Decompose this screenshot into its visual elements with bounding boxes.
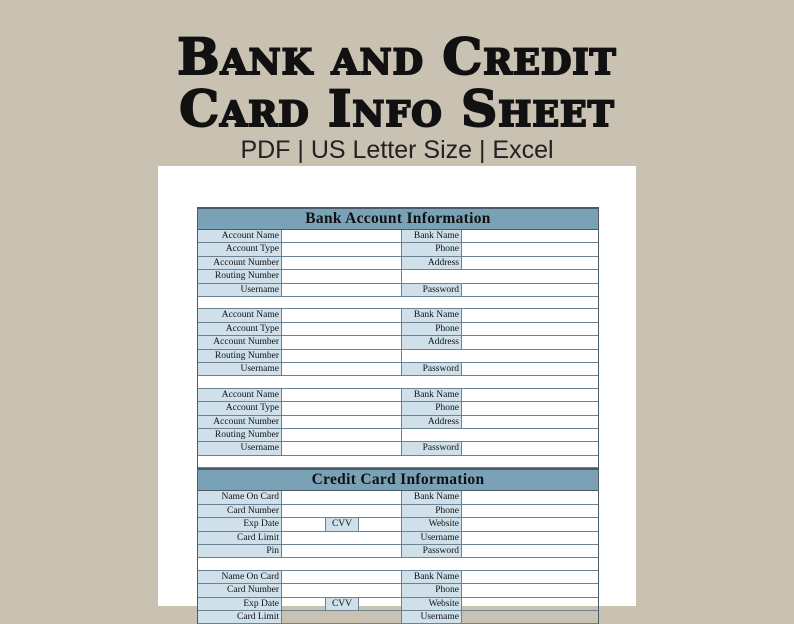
credit-row — [198, 505, 598, 518]
field-label: Account Name — [198, 230, 282, 242]
field-value — [402, 350, 598, 362]
credit-block-1 — [198, 491, 598, 570]
field-label: Bank Name — [402, 389, 462, 401]
field-label: Password — [402, 363, 462, 375]
field-label: Address — [402, 257, 462, 269]
field-value — [282, 389, 402, 401]
field-value — [282, 429, 402, 441]
field-value — [282, 505, 402, 517]
field-value — [462, 505, 598, 517]
field-value — [462, 442, 598, 454]
bank-row — [198, 257, 598, 270]
bank-row — [198, 429, 598, 442]
field-value — [282, 532, 402, 544]
field-value — [402, 429, 598, 441]
bank-row — [198, 270, 598, 283]
field-value — [282, 350, 402, 362]
field-label: Password — [402, 284, 462, 296]
field-label: Address — [402, 416, 462, 428]
field-value — [462, 243, 598, 255]
field-label: Website — [402, 518, 462, 530]
field-value — [462, 518, 598, 530]
field-value — [282, 402, 402, 414]
field-label: CVV — [326, 598, 359, 610]
credit-row — [198, 518, 598, 531]
field-label: Username — [198, 363, 282, 375]
field-value — [282, 545, 402, 557]
credit-row — [198, 491, 598, 504]
spacer-row — [198, 297, 598, 310]
bank-row — [198, 336, 598, 349]
field-label: Account Name — [198, 389, 282, 401]
field-label: Username — [402, 611, 462, 623]
field-label: Address — [402, 336, 462, 348]
field-label: Phone — [402, 323, 462, 335]
field-value — [462, 363, 598, 375]
field-label: Routing Number — [198, 350, 282, 362]
field-label: Phone — [402, 402, 462, 414]
field-value — [282, 598, 326, 610]
field-value — [462, 309, 598, 321]
field-label: Bank Name — [402, 571, 462, 583]
spacer-row — [198, 558, 598, 571]
field-label: Card Number — [198, 584, 282, 596]
field-value — [282, 284, 402, 296]
field-label: Username — [198, 442, 282, 454]
field-value — [462, 532, 598, 544]
field-label: Account Type — [198, 243, 282, 255]
field-label: Routing Number — [198, 270, 282, 282]
field-label: Name On Card — [198, 491, 282, 503]
field-value — [462, 389, 598, 401]
bank-block-2 — [198, 309, 598, 388]
field-value — [282, 243, 402, 255]
bank-row — [198, 363, 598, 376]
info-table — [197, 207, 599, 624]
field-value — [282, 336, 402, 348]
field-value — [282, 230, 402, 242]
field-value — [462, 416, 598, 428]
field-value — [462, 323, 598, 335]
spacer-row — [198, 376, 598, 389]
subtitle: PDF | US Letter Size | Excel — [240, 136, 554, 164]
bank-row — [198, 309, 598, 322]
bank-row — [198, 442, 598, 455]
field-value — [282, 363, 402, 375]
field-value — [282, 518, 326, 530]
field-label: Username — [402, 532, 462, 544]
field-label: Account Name — [198, 309, 282, 321]
field-label: CVV — [326, 518, 359, 530]
field-value — [282, 270, 402, 282]
credit-row — [198, 571, 598, 584]
field-value — [402, 270, 598, 282]
field-label: Phone — [402, 584, 462, 596]
field-value — [462, 545, 598, 557]
bank-row — [198, 402, 598, 415]
field-value — [359, 518, 402, 530]
field-label: Account Type — [198, 323, 282, 335]
bank-row — [198, 323, 598, 336]
title-line-2: Card Info Sheet — [179, 79, 615, 138]
field-label: Exp Date — [198, 598, 282, 610]
spacer-row — [198, 456, 598, 469]
credit-row — [198, 532, 598, 545]
credit-section-header: Credit Card Information — [198, 468, 598, 491]
field-label: Password — [402, 442, 462, 454]
field-value — [462, 402, 598, 414]
field-value — [462, 611, 598, 623]
field-label: Account Number — [198, 257, 282, 269]
bank-block-3 — [198, 389, 598, 468]
credit-row — [198, 611, 598, 624]
field-value — [462, 257, 598, 269]
field-label: Account Type — [198, 402, 282, 414]
credit-row — [198, 545, 598, 558]
field-value — [282, 571, 402, 583]
field-label: Phone — [402, 243, 462, 255]
bank-row — [198, 350, 598, 363]
field-value — [282, 309, 402, 321]
bank-row — [198, 243, 598, 256]
bank-row — [198, 389, 598, 402]
field-label: Card Limit — [198, 611, 282, 623]
field-value — [462, 491, 598, 503]
bank-row — [198, 284, 598, 297]
field-value — [462, 571, 598, 583]
sheet-preview — [158, 166, 636, 622]
field-label: Account Number — [198, 336, 282, 348]
field-label: Card Number — [198, 505, 282, 517]
field-value — [462, 230, 598, 242]
field-label: Pin — [198, 545, 282, 557]
field-value — [359, 598, 402, 610]
field-label: Exp Date — [198, 518, 282, 530]
field-label: Account Number — [198, 416, 282, 428]
field-value — [282, 491, 402, 503]
field-label: Name On Card — [198, 571, 282, 583]
field-value — [462, 598, 598, 610]
field-label: Card Limit — [198, 532, 282, 544]
bank-row — [198, 230, 598, 243]
field-value — [282, 257, 402, 269]
field-label: Phone — [402, 505, 462, 517]
field-label: Username — [198, 284, 282, 296]
field-label: Website — [402, 598, 462, 610]
bank-section-header: Bank Account Information — [198, 207, 598, 230]
field-label: Password — [402, 545, 462, 557]
credit-row — [198, 598, 598, 611]
bank-block-1 — [198, 230, 598, 309]
field-label: Routing Number — [198, 429, 282, 441]
field-value — [282, 323, 402, 335]
credit-block-2 — [198, 571, 598, 624]
field-label: Bank Name — [402, 491, 462, 503]
field-value — [462, 336, 598, 348]
title-line-1: Bank and Credit — [177, 27, 617, 86]
field-value — [282, 584, 402, 596]
field-value — [462, 284, 598, 296]
field-value — [462, 584, 598, 596]
field-value — [282, 611, 402, 623]
field-value — [282, 416, 402, 428]
bank-row — [198, 416, 598, 429]
field-label: Bank Name — [402, 309, 462, 321]
field-label: Bank Name — [402, 230, 462, 242]
field-value — [282, 442, 402, 454]
